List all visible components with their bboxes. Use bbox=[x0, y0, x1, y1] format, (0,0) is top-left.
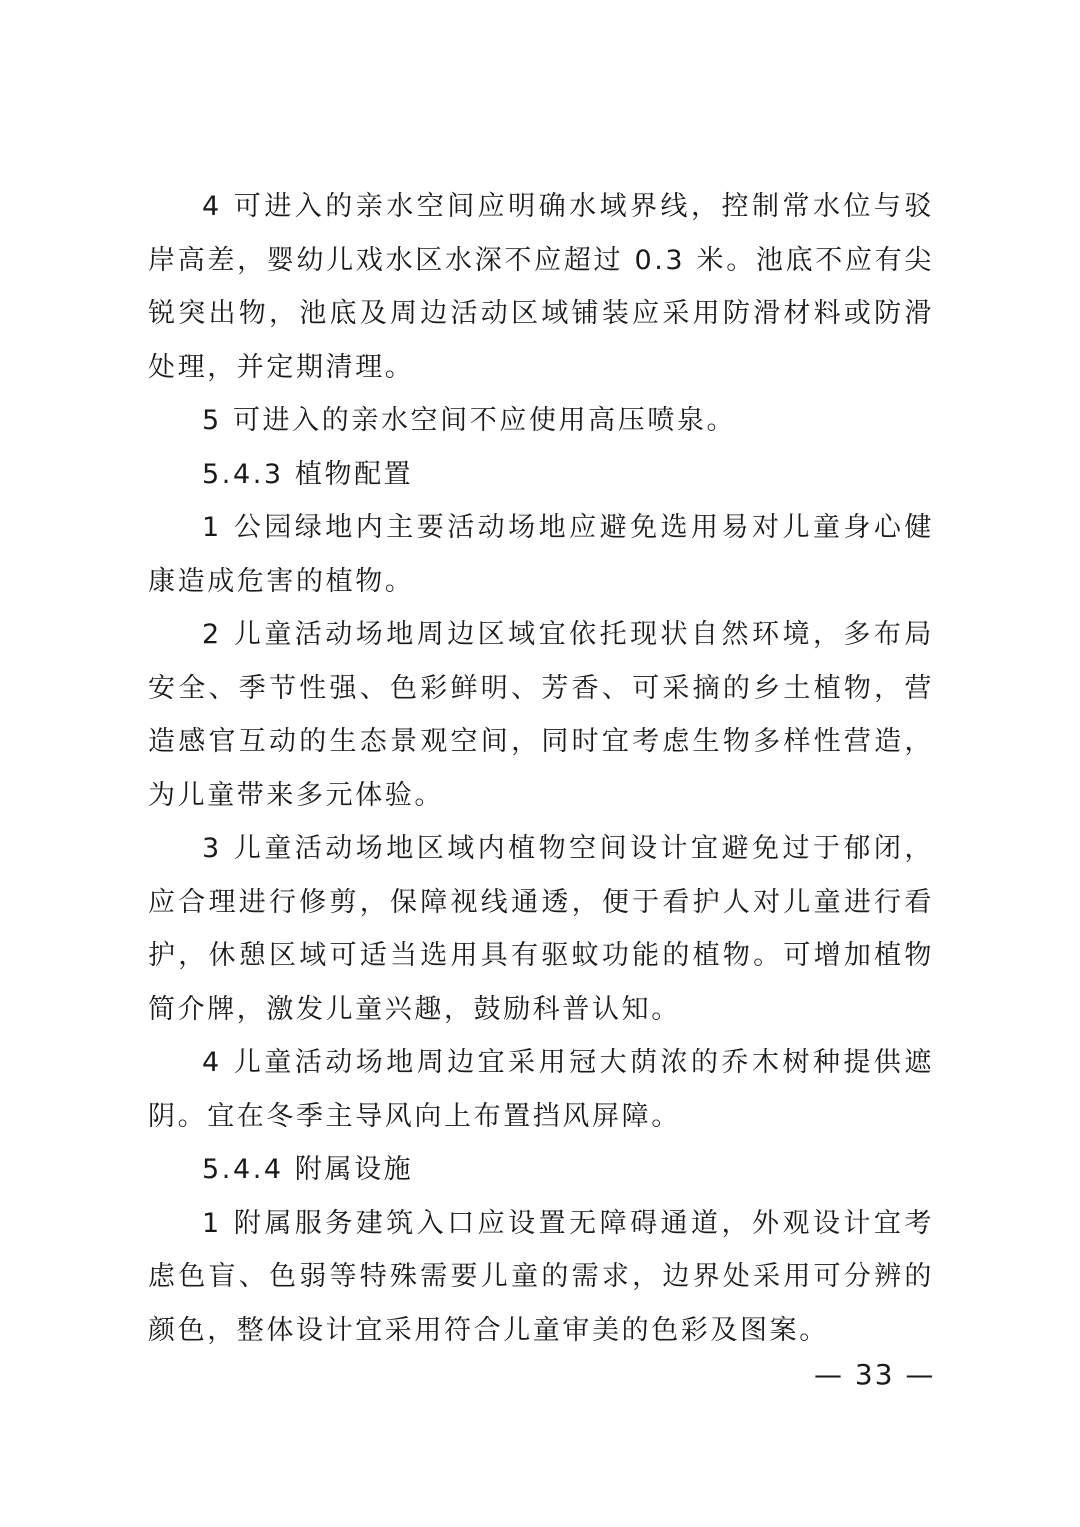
document-body bbox=[148, 180, 934, 1357]
section-heading-5-4-4: 5.4.4 附属设施 bbox=[202, 1154, 414, 1185]
paragraph-plant-item-1: 1 公园绿地内主要活动场地应避免选用易对儿童身心健康造成危害的植物。 bbox=[148, 512, 934, 597]
section-heading-5-4-3: 5.4.3 植物配置 bbox=[202, 458, 414, 490]
paragraph-plant-item-3: 3 儿童活动场地区域内植物空间设计宜避免过于郁闭，应合理进行修剪，保障视线通透，便于看护人对儿童进行看护，休憩区域可适当选用具有驱蚊功能的植物。可增加植物简介牌，激发儿童兴趣，鼓励科普认知。 bbox=[148, 833, 934, 1025]
paragraph-item-5-no-high-pressure-fountain: 5 可进入的亲水空间不应使用高压喷泉。 bbox=[202, 405, 737, 436]
paragraph-facility-item-1: 1 附属服务建筑入口应设置无障碍通道，外观设计宜考虑色盲、色弱等特殊需要儿童的需求，边界处采用可分辨的颜色，整体设计宜采用符合儿童审美的色彩及图案。 bbox=[148, 1207, 934, 1346]
page-number: — 33 — bbox=[814, 1358, 936, 1391]
paragraph-item-4-water-space: 4 可进入的亲水空间应明确水域界线，控制常水位与驳岸高差，婴幼儿戏水区水深不应超过 0.3 米。池底不应有尖锐突出物，池底及周边活动区域铺装应采用防滑材料或防滑处理，并定期清理。 bbox=[148, 191, 934, 383]
paragraph-plant-item-2: 2 儿童活动场地周边区域宜依托现状自然环境，多布局安全、季节性强、色彩鲜明、芳香、可采摘的乡土植物，营造感官互动的生态景观空间，同时宜考虑生物多样性营造，为儿童带来多元体验。 bbox=[148, 619, 934, 811]
paragraph-plant-item-4: 4 儿童活动场地周边宜采用冠大荫浓的乔木树种提供遮阴。宜在冬季主导风向上布置挡风屏障。 bbox=[148, 1047, 934, 1132]
